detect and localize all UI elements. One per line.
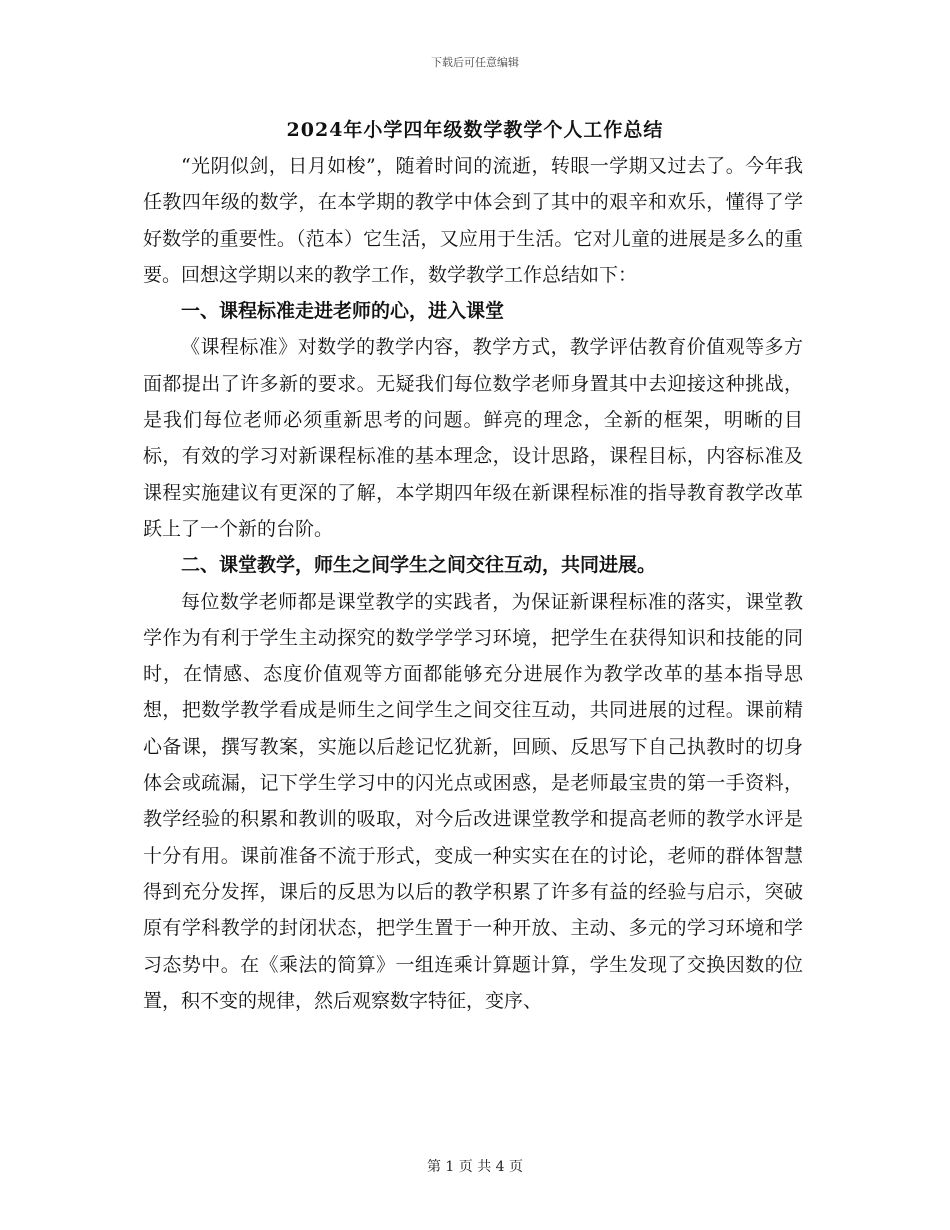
section-1-heading: 一、课程标准走进老师的心，进入课堂 bbox=[181, 300, 505, 323]
intro-paragraph: “光阴似剑，日月如梭”，随着时间的流逝，转眼一学期又过去了。今年我任教四年级的数学，在本学期的教学中体会到了其中的艰辛和欢乐，懂得了学好数学的重要性。（范本）它生活，又应用于生活。它对儿童的进展是多么的重要。回想这学期以来的教学工作，数学教学工作总结如下： bbox=[143, 155, 803, 286]
document-title: 2024年小学四年级数学教学个人工作总结 bbox=[286, 119, 664, 141]
section-2-heading: 二、课堂教学，师生之间学生之间交往互动，共同进展。 bbox=[181, 554, 657, 577]
section-1-paragraph: 《课程标准》对数学的教学内容，教学方式，教学评估教育价值观等多方面都提出了许多新的要求。无疑我们每位数学老师身置其中去迎接这种挑战，是我们每位老师必须重新思考的问题。鲜亮的理念，全新的框架，明晰的目标，有效的学习对新课程标准的基本理念，设计思路，课程目标，内容标准及课程实施建议有更深的了解，本学期四年级在新课程标准的指导教育教学改革跃上了一个新的台阶。 bbox=[143, 336, 803, 540]
document-body bbox=[143, 148, 803, 1019]
page-footer: 第 1 页 共 4 页 bbox=[426, 1159, 524, 1175]
section-2-paragraph: 每位数学老师都是课堂教学的实践者，为保证新课程标准的落实，课堂教学作为有利于学生主动探究的数学学学习环境，把学生在获得知识和技能的同时，在情感、态度价值观等方面都能够充分进展作为教学改革的基本指导思想，把数学教学看成是师生之间学生之间交往互动，共同进展的过程。课前精心备课，撰写教案，实施以后趁记忆犹新，回顾、反思写下自己执教时的切身体会或疏漏，记下学生学习中的闪光点或困惑，是老师最宝贵的第一手资料，教学经验的积累和教训的吸取，对今后改进课堂教学和提高老师的教学水评是十分有用。课前准备不流于形式，变成一种实实在在的讨论，老师的群体智慧得到充分发挥，课后的反思为以后的教学积累了许多有益的经验与启示，突破原有学科教学的封闭状态，把学生置于一种开放、主动、多元的学习环境和学习态势中。在《乘法的简算》一组连乘计算题计算，学生发现了交换因数的位置，积不变的规律，然后观察数字特征，变序、 bbox=[143, 590, 803, 1012]
header-note: 下载后可任意编辑 bbox=[431, 56, 519, 69]
